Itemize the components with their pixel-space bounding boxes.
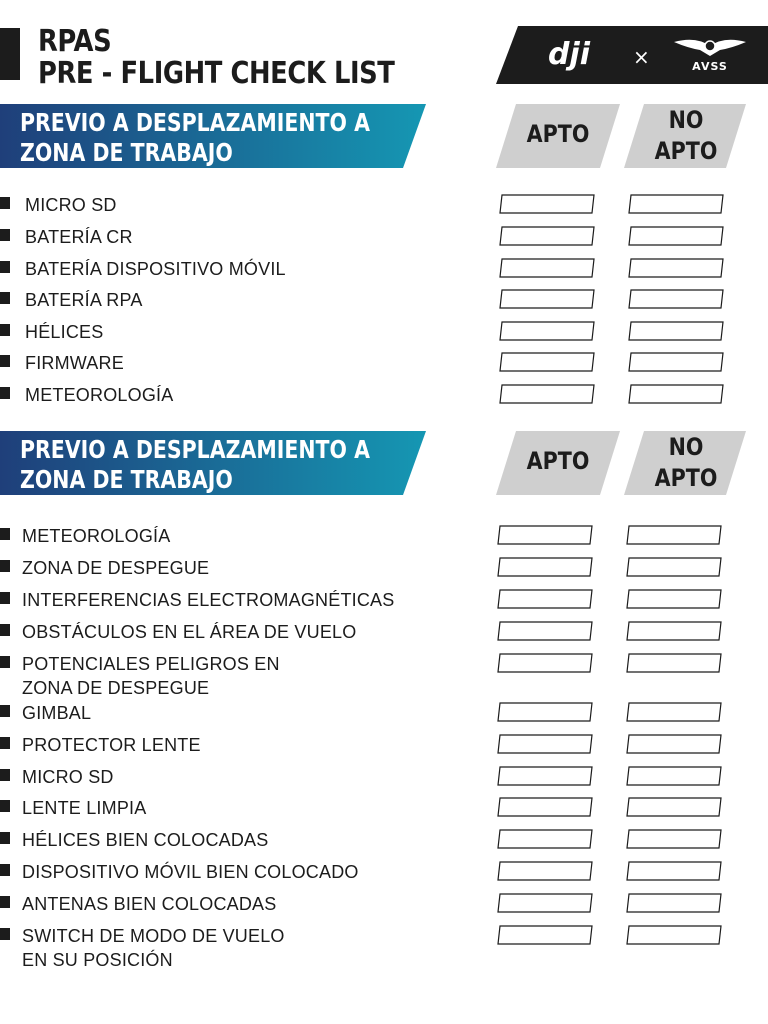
apto-checkbox[interactable]: [499, 226, 595, 246]
checklist-item-label: HÉLICES BIEN COLOCADAS: [22, 830, 269, 850]
section-banner-2: [0, 431, 430, 495]
title-line-1: RPAS: [38, 24, 112, 59]
bullet-icon: [0, 197, 10, 209]
no-apto-checkbox[interactable]: [626, 734, 722, 754]
checklist-item-label: INTERFERENCIAS ELECTROMAGNÉTICAS: [22, 590, 395, 610]
apto-checkbox[interactable]: [497, 829, 593, 849]
no-apto-checkbox[interactable]: [628, 289, 724, 309]
checklist-item-label: BATERÍA CR: [25, 227, 133, 247]
apto-label: APTO: [526, 120, 590, 148]
bullet-icon: [0, 592, 10, 604]
apto-checkbox[interactable]: [497, 734, 593, 754]
section-2-title-line-1: PREVIO A DESPLAZAMIENTO A: [20, 435, 370, 464]
no-apto-checkbox[interactable]: [628, 258, 724, 278]
bullet-icon: [0, 624, 10, 636]
apto-checkbox[interactable]: [497, 621, 593, 641]
apto-checkbox[interactable]: [497, 925, 593, 945]
no-apto-checkbox[interactable]: [626, 653, 722, 673]
apto-checkbox[interactable]: [497, 893, 593, 913]
column-header-apto: [496, 104, 620, 168]
apto-label-2: APTO: [526, 447, 590, 475]
bullet-icon: [0, 896, 10, 908]
apto-checkbox[interactable]: [499, 321, 595, 341]
bullet-icon: [0, 800, 10, 812]
section-banner-1: [0, 104, 430, 168]
page-title: [38, 26, 394, 90]
checklist-item-label: PROTECTOR LENTE: [22, 735, 201, 755]
bullet-icon: [0, 355, 10, 367]
apto-checkbox[interactable]: [497, 766, 593, 786]
apto-checkbox[interactable]: [497, 525, 593, 545]
bullet-icon: [0, 832, 10, 844]
no-apto-label: [633, 105, 740, 167]
apto-checkbox[interactable]: [499, 352, 595, 372]
apto-checkbox[interactable]: [499, 194, 595, 214]
separator-glyph: ×: [633, 45, 650, 69]
column-header-apto-2: [496, 431, 620, 495]
checklist-item-label: ANTENAS BIEN COLOCADAS: [22, 894, 277, 914]
no-apto-line-1: NO: [668, 106, 704, 134]
no-apto-checkbox[interactable]: [628, 384, 724, 404]
checklist-item-label: METEOROLOGÍA: [25, 385, 174, 405]
no-apto-checkbox[interactable]: [626, 589, 722, 609]
bullet-icon: [0, 292, 10, 304]
column-header-no-apto-2: [624, 431, 748, 495]
checklist-item-label: SWITCH DE MODO DE VUELO EN SU POSICIÓN: [22, 926, 285, 970]
section-1-title-line-1: PREVIO A DESPLAZAMIENTO A: [20, 108, 370, 137]
bullet-icon: [0, 324, 10, 336]
bullet-icon: [0, 864, 10, 876]
column-header-no-apto: [624, 104, 748, 168]
checklist-item-label: MICRO SD: [22, 767, 114, 787]
no-apto-checkbox[interactable]: [626, 621, 722, 641]
apto-checkbox[interactable]: [497, 589, 593, 609]
checklist-item-label: METEOROLOGÍA: [22, 526, 171, 546]
no-apto-line-2: APTO: [654, 137, 718, 165]
dji-logo: dji: [548, 37, 591, 72]
bullet-icon: [0, 560, 10, 572]
no-apto-checkbox[interactable]: [628, 352, 724, 372]
apto-checkbox[interactable]: [499, 384, 595, 404]
no-apto-label-2: [633, 432, 740, 494]
no-apto-checkbox[interactable]: [626, 925, 722, 945]
no-apto-checkbox[interactable]: [626, 525, 722, 545]
checklist-item-label: POTENCIALES PELIGROS EN ZONA DE DESPEGUE: [22, 654, 280, 698]
checklist-item-label: HÉLICES: [25, 322, 104, 342]
apto-checkbox[interactable]: [499, 258, 595, 278]
no-apto-checkbox[interactable]: [626, 702, 722, 722]
bullet-icon: [0, 528, 10, 540]
apto-checkbox[interactable]: [497, 861, 593, 881]
checklist-item-label: GIMBAL: [22, 703, 92, 723]
checklist-item-label: DISPOSITIVO MÓVIL BIEN COLOCADO: [22, 862, 359, 882]
title-line-2: PRE - FLIGHT CHECK LIST: [38, 56, 395, 91]
bullet-icon: [0, 737, 10, 749]
checklist-item-label: OBSTÁCULOS EN EL ÁREA DE VUELO: [22, 622, 357, 642]
checklist-item-label: BATERÍA RPA: [25, 290, 143, 310]
bullet-icon: [0, 705, 10, 717]
checklist-item-label: BATERÍA DISPOSITIVO MÓVIL: [25, 259, 286, 279]
apto-checkbox[interactable]: [499, 289, 595, 309]
checklist-item-label: FIRMWARE: [25, 353, 124, 373]
no-apto-checkbox[interactable]: [628, 321, 724, 341]
bullet-icon: [0, 229, 10, 241]
checklist-item-label: LENTE LIMPIA: [22, 798, 147, 818]
title-accent-bar: [0, 28, 20, 80]
section-2-title-line-2: ZONA DE TRABAJO: [20, 465, 233, 494]
section-1-title-line-2: ZONA DE TRABAJO: [20, 138, 233, 167]
checklist-item-label: ZONA DE DESPEGUE: [22, 558, 210, 578]
no-apto-checkbox[interactable]: [626, 797, 722, 817]
no-apto-checkbox[interactable]: [626, 861, 722, 881]
no-apto-2-line-1: NO: [668, 433, 704, 461]
bullet-icon: [0, 656, 10, 668]
bullet-icon: [0, 769, 10, 781]
no-apto-2-line-2: APTO: [654, 464, 718, 492]
apto-checkbox[interactable]: [497, 702, 593, 722]
no-apto-checkbox[interactable]: [626, 829, 722, 849]
no-apto-checkbox[interactable]: [626, 557, 722, 577]
no-apto-checkbox[interactable]: [626, 766, 722, 786]
bullet-icon: [0, 928, 10, 940]
apto-checkbox[interactable]: [497, 797, 593, 817]
no-apto-checkbox[interactable]: [628, 226, 724, 246]
checklist-item-label: MICRO SD: [25, 195, 117, 215]
no-apto-checkbox[interactable]: [626, 893, 722, 913]
bullet-icon: [0, 387, 10, 399]
avss-logo-text: AVSS: [692, 60, 728, 73]
apto-checkbox[interactable]: [497, 653, 593, 673]
apto-checkbox[interactable]: [497, 557, 593, 577]
partner-logos: [496, 26, 768, 84]
no-apto-checkbox[interactable]: [628, 194, 724, 214]
bullet-icon: [0, 261, 10, 273]
